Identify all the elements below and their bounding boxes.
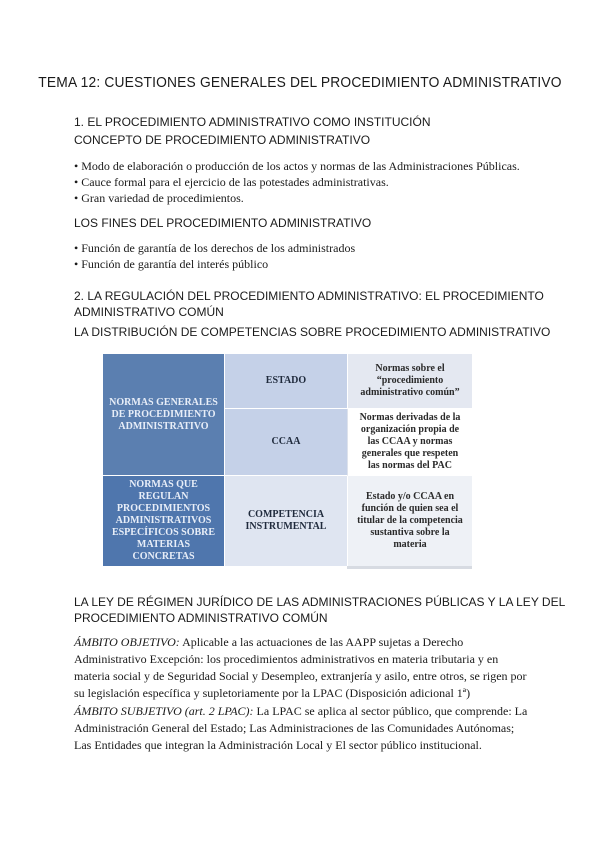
section-3-heading-line-2: PROCEDIMIENTO ADMINISTRATIVO COMÚN [74, 611, 328, 625]
ambito-subjetivo-text: La LPAC se aplica al sector público, que comprende: La Administración General del Estado; Las Administraciones de las Comunidades Autónomas; Las Entidades que integran la Administración Local y El sector público institucional. [74, 704, 528, 752]
fines-heading: LOS FINES DEL PROCEDIMIENTO ADMINISTRATIVO [74, 216, 372, 230]
concepto-bullet-1: • Modo de elaboración o producción de los actos y normas de las Administraciones Públicas. [74, 159, 520, 173]
competencias-table [103, 354, 472, 568]
concepto-heading: CONCEPTO DE PROCEDIMIENTO ADMINISTRATIVO [74, 133, 371, 147]
concepto-bullet-2: • Cauce formal para el ejercicio de las potestades administrativas. [74, 175, 389, 189]
page-title: TEMA 12: CUESTIONES GENERALES DEL PROCEDIMIENTO ADMINISTRATIVO [38, 74, 562, 91]
ambito-subjetivo-paragraph [74, 703, 534, 754]
table-cell-ccaa: CCAA [224, 409, 347, 476]
section-1-heading: 1. EL PROCEDIMIENTO ADMINISTRATIVO COMO INSTITUCIÓN [74, 115, 431, 129]
ambito-objetivo-text: Aplicable a las actuaciones de las AAPP sujetas a Derecho Administrativo Excepción: los procedimientos administrativos en materia tributaria y en materia social y de Seguridad Social y Desempleo, extranjería y asilo, entre otros, se rigen por su legislación específica y supletoriamente por la LPAC (Disposición adicional 1ª) [74, 635, 527, 700]
fines-bullet-2: • Función de garantía del interés público [74, 257, 269, 271]
fines-bullet-1: • Función de garantía de los derechos de los administrados [74, 241, 356, 255]
table-cell-estado-desc: Normas sobre el “procedimiento administrativo común” [347, 354, 472, 409]
table-cell-ccaa-desc: Normas derivadas de la organización propia de las CCAA y normas generales que respeten las normas del PAC [347, 409, 472, 476]
table-shadow [347, 566, 472, 569]
table-cell-instrumental-desc: Estado y/o CCAA en función de quien sea el titular de la competencia sustantiva sobre la materia [347, 476, 472, 566]
table-cell-estado: ESTADO [224, 354, 347, 409]
distribucion-heading: LA DISTRIBUCIÓN DE COMPETENCIAS SOBRE PROCEDIMIENTO ADMINISTRATIVO [74, 325, 551, 339]
table-cell-normas-especificas: NORMAS QUE REGULAN PROCEDIMIENTOS ADMINISTRATIVOS ESPECÍFICOS SOBRE MATERIAS CONCRETAS [103, 476, 224, 566]
table-cell-normas-generales: NORMAS GENERALES DE PROCEDIMIENTO ADMINISTRATIVO [103, 354, 224, 476]
section-2-heading-line-1: 2. LA REGULACIÓN DEL PROCEDIMIENTO ADMINISTRATIVO: EL PROCEDIMIENTO [74, 289, 544, 303]
ambito-objetivo-label: ÁMBITO OBJETIVO: [74, 635, 180, 649]
table-cell-competencia-instrumental: COMPETENCIA INSTRUMENTAL [224, 476, 347, 566]
ambito-objetivo-paragraph [74, 634, 534, 702]
concepto-bullet-3: • Gran variedad de procedimientos. [74, 191, 244, 205]
ambito-subjetivo-label: ÁMBITO SUBJETIVO (art. 2 LPAC): [74, 704, 254, 718]
section-3-heading-line-1: LA LEY DE RÉGIMEN JURÍDICO DE LAS ADMINISTRACIONES PÚBLICAS Y LA LEY DEL [74, 595, 566, 609]
section-2-heading-line-2: ADMINISTRATIVO COMÚN [74, 305, 224, 319]
